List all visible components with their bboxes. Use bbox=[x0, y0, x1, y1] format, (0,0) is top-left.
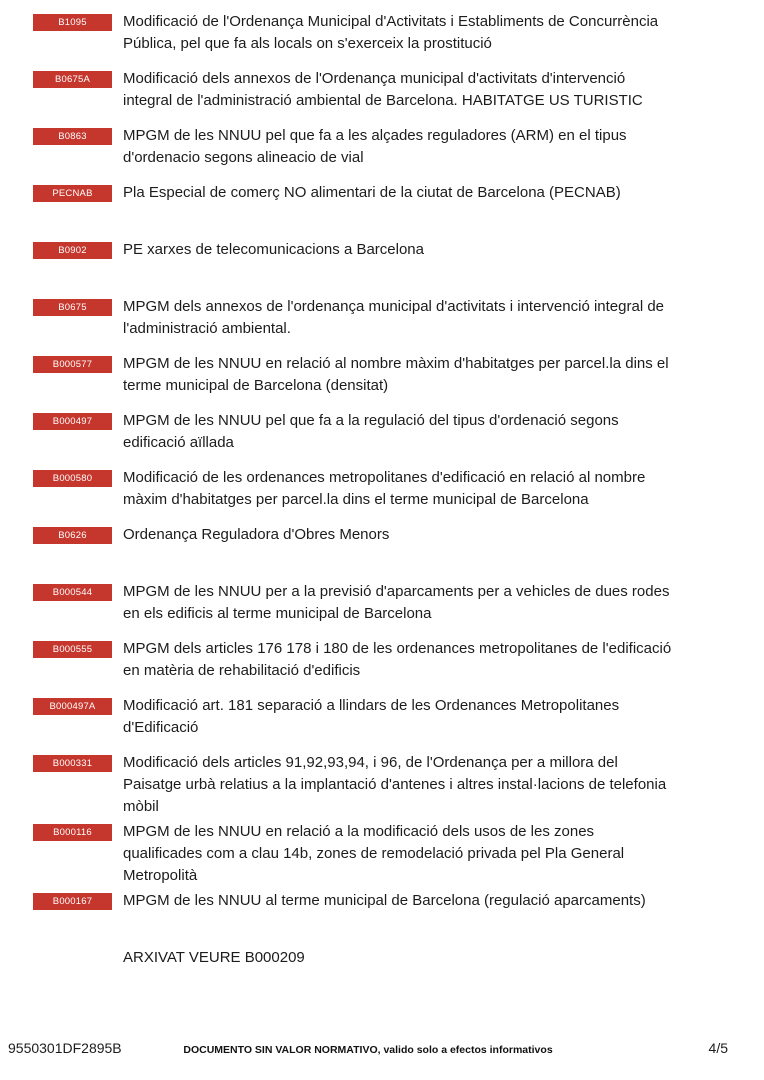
list-item bbox=[0, 182, 764, 236]
list-item bbox=[0, 947, 764, 1001]
item-description: Modificació de l'Ordenança Municipal d'Activitats i Establiments de Concurrència Pública, pel que fa als locals on s'exerceix la prostitució bbox=[123, 13, 659, 52]
item-description: MPGM de les NNUU al terme municipal de Barcelona (regulació aparcaments) bbox=[123, 892, 646, 909]
item-description: MPGM dels articles 176 178 i 180 de les ordenances metropolitanes de l'edificació en matèria de rehabilitació d'edificis bbox=[123, 640, 672, 679]
list-item bbox=[0, 821, 764, 887]
code-badge: B0626 bbox=[33, 527, 112, 544]
list-item bbox=[0, 752, 764, 818]
code-badge: B000167 bbox=[33, 893, 112, 910]
code-badge: B0675A bbox=[33, 71, 112, 88]
page-footer bbox=[0, 1040, 764, 1056]
list-item bbox=[0, 296, 764, 350]
item-description: Modificació art. 181 separació a llindars de les Ordenances Metropolitanes d'Edificació bbox=[123, 697, 620, 736]
code-badge: B000497 bbox=[33, 413, 112, 430]
code-badge: B0675 bbox=[33, 299, 112, 316]
list-item bbox=[0, 410, 764, 464]
list-item bbox=[0, 524, 764, 578]
item-description: Modificació de les ordenances metropolitanes d'edificació en relació al nombre màxim d'habitatges per parcel.la dins el terme municipal de Barcelona bbox=[123, 469, 646, 508]
list-item bbox=[0, 11, 764, 65]
list-item bbox=[0, 890, 764, 944]
archived-note: ARXIVAT VEURE B000209 bbox=[123, 949, 305, 966]
item-description: MPGM dels annexos de l'ordenança municipal d'activitats i intervenció integral de l'administració ambiental. bbox=[123, 298, 665, 337]
list-item bbox=[0, 68, 764, 122]
list-item bbox=[0, 353, 764, 407]
document-id: 9550301DF2895B bbox=[8, 1040, 122, 1056]
code-badge: B0863 bbox=[33, 128, 112, 145]
code-badge: B000116 bbox=[33, 824, 112, 841]
code-badge: B0902 bbox=[33, 242, 112, 259]
page-number: 4/5 bbox=[708, 1040, 729, 1056]
item-description: Ordenança Reguladora d'Obres Menors bbox=[123, 526, 390, 543]
item-description: Pla Especial de comerç NO alimentari de la ciutat de Barcelona (PECNAB) bbox=[123, 184, 621, 201]
code-badge: B1095 bbox=[33, 14, 112, 31]
item-description: MPGM de les NNUU pel que fa a les alçades reguladores (ARM) en el tipus d'ordenacio segons alineacio de vial bbox=[123, 127, 627, 166]
list-item bbox=[0, 695, 764, 749]
list-item bbox=[0, 125, 764, 179]
code-badge: PECNAB bbox=[33, 185, 112, 202]
code-badge: B000544 bbox=[33, 584, 112, 601]
list-item bbox=[0, 467, 764, 521]
code-badge: B000580 bbox=[33, 470, 112, 487]
item-description: MPGM de les NNUU per a la previsió d'aparcaments per a vehicles de dues rodes en els edificis al terme municipal de Barcelona bbox=[123, 583, 670, 622]
code-badge: B000555 bbox=[33, 641, 112, 658]
item-description: Modificació dels articles 91,92,93,94, i 96, de l'Ordenança per a millora del Paisatge urbà relatius a la implantació d'antenes i altres instal·lacions de telefonia mòbil bbox=[123, 754, 667, 815]
item-description: MPGM de les NNUU en relació a la modificació dels usos de les zones qualificades com a clau 14b, zones de remodelació privada pel Pla General Metropolità bbox=[123, 823, 625, 884]
code-badge: B000497A bbox=[33, 698, 112, 715]
item-description: MPGM de les NNUU en relació al nombre màxim d'habitatges per parcel.la dins el terme municipal de Barcelona (densitat) bbox=[123, 355, 669, 394]
footer-disclaimer: DOCUMENTO SIN VALOR NORMATIVO, valido solo a efectos informativos bbox=[183, 1044, 553, 1056]
list-item bbox=[0, 581, 764, 635]
code-badge: B000577 bbox=[33, 356, 112, 373]
code-badge: B000331 bbox=[33, 755, 112, 772]
item-description: MPGM de les NNUU pel que fa a la regulació del tipus d'ordenació segons edificació aïllada bbox=[123, 412, 619, 451]
item-description: PE xarxes de telecomunicacions a Barcelona bbox=[123, 241, 424, 258]
list-item bbox=[0, 239, 764, 293]
list-item bbox=[0, 638, 764, 692]
item-description: Modificació dels annexos de l'Ordenança municipal d'activitats d'intervenció integral de l'administració ambiental de Barcelona. HABITATGE US TURISTIC bbox=[123, 70, 643, 109]
